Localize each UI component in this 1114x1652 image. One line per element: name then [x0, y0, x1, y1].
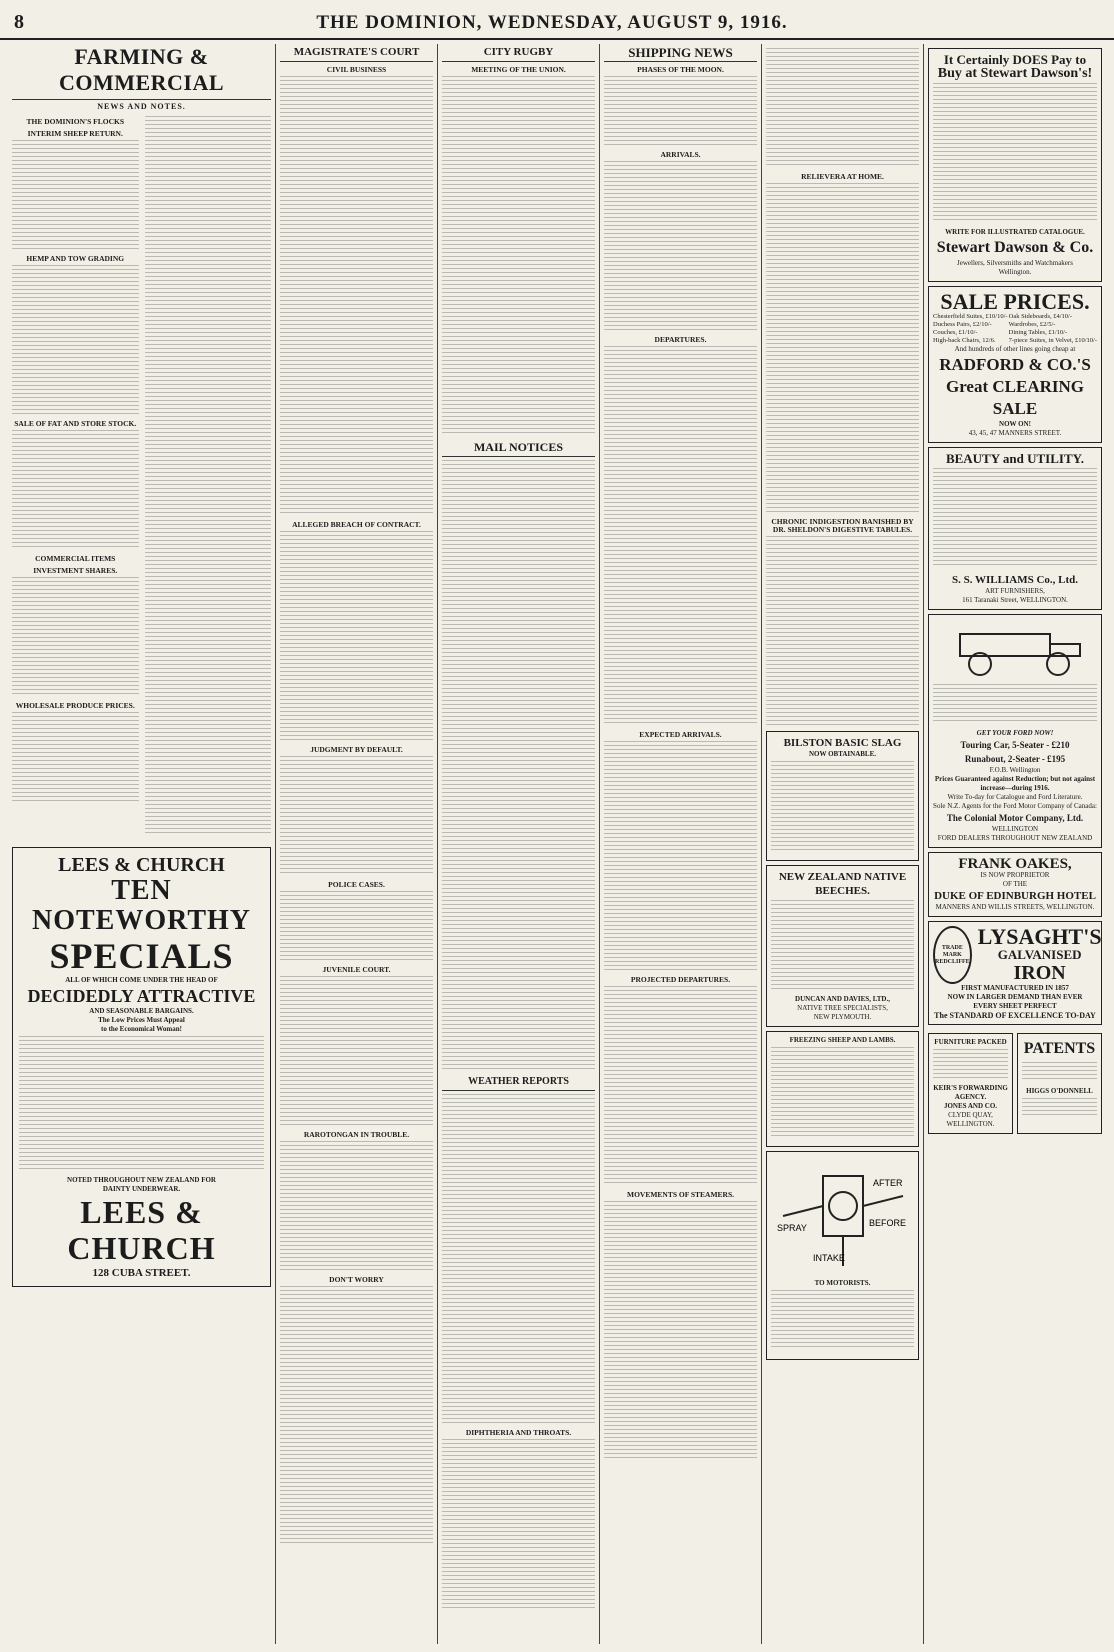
ad-hotel-address: MANNERS AND WILLIS STREETS, WELLINGTON.: [935, 903, 1095, 911]
ad-now-proprietor: IS NOW PROPRIETOR: [980, 871, 1050, 879]
article-text: [442, 76, 595, 436]
patents-ad: [1017, 1033, 1102, 1134]
sale-item: Couches, £1/10/-: [933, 329, 978, 336]
ad-standard-excellence: The STANDARD OF EXCELLENCE TO-DAY: [934, 1011, 1096, 1020]
ad-footer: DAINTY UNDERWEAR.: [102, 1185, 181, 1193]
ad-stewart-place: Wellington.: [998, 268, 1032, 276]
section-title-shipping: SHIPPING NEWS: [604, 46, 757, 62]
ad-radford-brand: RADFORD & CO.'S: [939, 355, 1091, 374]
ad-runabout: Runabout, 2-Seater - £195: [964, 754, 1066, 764]
ad-get-ford: GET YOUR FORD NOW!: [976, 729, 1054, 737]
column-magistrates-court: [276, 44, 438, 1644]
trade-mark-emblem: [933, 926, 972, 984]
ad-higgs-odonnell: HIGGS O'DONNELL: [1026, 1087, 1093, 1095]
newspaper-title: THE DOMINION, WEDNESDAY, AUGUST 9, 1916.: [316, 12, 788, 33]
ad-radford-address: 43, 45, 47 MANNERS STREET.: [968, 429, 1062, 437]
heading-commercial-items: COMMERCIAL ITEMS: [35, 554, 116, 563]
heading-investment-shares: INVESTMENT SHARES.: [33, 566, 118, 575]
heading-diphtheria: DIPHTHERIA AND THROATS.: [465, 1428, 572, 1437]
heading-weather-reports: WEATHER REPORTS: [442, 1075, 595, 1091]
ad-jones-co: JONES AND CO.: [943, 1102, 998, 1110]
section-title-city-rugby: CITY RUGBY: [442, 46, 595, 62]
heading-dont-worry: DON'T WORRY: [329, 1275, 384, 1284]
article-text: [604, 741, 757, 971]
ad-text: [933, 468, 1097, 568]
heading-wholesale-produce: WHOLESALE PRODUCE PRICES.: [15, 701, 135, 710]
ad-stewart-brand: Stewart Dawson & Co.: [936, 239, 1094, 256]
ad-firm-place: NEW PLYMOUTH.: [813, 1013, 872, 1021]
ad-title-beeches: NEW ZEALAND NATIVE BEECHES.: [778, 871, 907, 897]
ad-tagline-attractive: DECIDEDLY ATTRACTIVE: [27, 986, 256, 1006]
ad-list-text: [19, 1036, 264, 1171]
heading-civil-business: CIVIL BUSINESS: [326, 65, 387, 74]
ad-stewart-catalogue: WRITE FOR ILLUSTRATED CATALOGUE.: [945, 228, 1085, 236]
ad-jones-address: CLYDE QUAY, WELLINGTON.: [946, 1111, 995, 1128]
carburettor-illustration: [773, 1156, 913, 1276]
heading-expected-arrivals: EXPECTED ARRIVALS.: [639, 730, 722, 739]
newspaper-columns: [8, 44, 1106, 1644]
ad-ford-agents: Sole N.Z. Agents for the Ford Motor Company of Canada:: [933, 802, 1097, 810]
heading-moon-phases: PHASES OF THE MOON.: [637, 65, 724, 74]
ad-hotel-name: DUKE OF EDINBURGH HOTEL: [934, 890, 1096, 902]
heading-juvenile-court: JUVENILE COURT.: [322, 965, 391, 974]
ad-of-the: OF THE: [1002, 880, 1028, 888]
label-spray: SPRAY: [776, 1223, 807, 1233]
emblem-redcliffe: REDCLIFFE: [935, 958, 970, 965]
ad-price-note: Prices Guaranteed against Reduction; but not against increase—during 1916.: [934, 775, 1096, 792]
article-text: [280, 756, 433, 876]
article-text: [604, 986, 757, 1186]
ad-ford-place: WELLINGTON: [991, 825, 1039, 833]
ad-lysaght-brand: LYSAGHT'S: [977, 924, 1102, 949]
keir-forwarding-ad: [928, 1033, 1013, 1134]
ad-brand-bottom: LEES & CHURCH: [67, 1194, 216, 1266]
sale-item: Duchess Pairs, £2/10/-: [933, 321, 992, 328]
sale-item: Wardrobes, £2/5/-: [1008, 321, 1056, 328]
ad-stewart-sub: Jewellers, Silversmiths and Watchmakers: [957, 259, 1073, 267]
subtitle-news-notes: NEWS AND NOTES.: [97, 102, 186, 111]
ad-tagline: ALL OF WHICH COME UNDER THE HEAD OF: [65, 976, 218, 984]
article-text: [12, 430, 139, 550]
lees-church-ad: [12, 847, 271, 1287]
heading-breach-contract: ALLEGED BREACH OF CONTRACT.: [292, 520, 421, 529]
article-text: [766, 48, 919, 168]
ad-text: [771, 1290, 914, 1350]
ad-text: [933, 684, 1097, 724]
ad-subtitle-bilston: NOW OBTAINABLE.: [808, 750, 877, 758]
ad-title-motorists: TO MOTORISTS.: [814, 1279, 871, 1287]
article-text: [442, 1094, 595, 1424]
ad-now-on: NOW ON!: [999, 420, 1031, 428]
ad-larger-demand: NOW IN LARGER DEMAND THAN EVER: [947, 993, 1083, 1001]
label-before: BEFORE: [868, 1218, 906, 1228]
article-text: [604, 1201, 757, 1461]
heading-meeting-union: MEETING OF THE UNION.: [471, 65, 566, 74]
heading-mail-notices: MAIL NOTICES: [442, 441, 595, 457]
sale-item: Oak Sideboards, £4/10/-: [1008, 313, 1073, 320]
heading-hemp-tow: HEMP AND TOW GRADING: [26, 254, 125, 263]
frank-oakes-ad: [928, 852, 1102, 917]
heading-sale-fat-stock: SALE OF FAT AND STORE STOCK.: [14, 419, 137, 428]
article-text: [12, 712, 139, 802]
article-text: [766, 536, 919, 726]
heading-movements-steamers: MOVEMENTS OF STEAMERS.: [626, 1190, 735, 1199]
sale-item: Chesterfield Suites, £10/10/-: [933, 313, 1008, 320]
ad-beauty-utility: BEAUTY and UTILITY.: [945, 451, 1085, 466]
emblem-trade-mark: TRADE MARK: [941, 944, 963, 958]
column-misc: [762, 44, 924, 1644]
ad-text: [1022, 1098, 1097, 1118]
ad-sale-prices: SALE PRICES.: [940, 289, 1090, 314]
heading-dominions-flocks: THE DOMINION'S FLOCKS: [26, 117, 124, 126]
bilston-slag-ad: [766, 731, 919, 861]
ad-text: [771, 900, 914, 990]
heading-judgment-default: JUDGMENT BY DEFAULT.: [310, 745, 403, 754]
article-text: [280, 1286, 433, 1546]
ad-tagline: The Low Prices Must Appeal: [98, 1016, 185, 1024]
ad-title-bilston: BILSTON BASIC SLAG: [783, 737, 902, 749]
article-text: [442, 460, 595, 1070]
heading-departures: DEPARTURES.: [654, 335, 707, 344]
article-text: [280, 891, 433, 961]
ad-firm-duncan: DUNCAN AND DAVIES, LTD.,: [795, 995, 890, 1003]
column-ads: [924, 44, 1106, 1644]
ad-headline: TEN NOTEWORTHY: [31, 875, 252, 936]
section-title-magistrates-court: MAGISTRATE'S COURT: [280, 46, 433, 62]
label-after: AFTER: [872, 1178, 903, 1188]
heading-arrivals: ARRIVALS.: [660, 150, 701, 159]
ad-headline-specials: SPECIALS: [49, 936, 234, 976]
native-beeches-ad: [766, 865, 919, 1027]
sale-item: 7-piece Suites, in Velvet, £10/10/-: [1008, 337, 1097, 344]
radford-sale-ad: [928, 286, 1102, 443]
article-text: [280, 531, 433, 741]
section-title-farming: FARMING & COMMERCIAL: [58, 44, 225, 95]
ad-ford-catalogue: Write To-day for Catalogue and Ford Literature.: [947, 793, 1083, 801]
masthead: [0, 0, 1114, 40]
ad-text: [933, 83, 1097, 223]
ad-stewart-line2: Buy at Stewart Dawson's!: [937, 66, 1093, 81]
ad-brand-top: LEES & CHURCH: [58, 854, 225, 876]
ad-text: [1022, 1062, 1097, 1082]
williams-ad: [928, 447, 1102, 610]
article-text: [442, 1439, 595, 1609]
ford-car-illustration: [940, 619, 1090, 679]
ad-tagline: AND SEASONABLE BARGAINS.: [89, 1007, 194, 1015]
motorists-ad: [766, 1151, 919, 1360]
heading-reliever-home: RELIEVERA AT HOME.: [801, 172, 884, 181]
heading-rarotongan: RAROTONGAN IN TROUBLE.: [303, 1130, 410, 1139]
article-text: [604, 161, 757, 331]
ad-sale-more: And hundreds of other lines going cheap at: [954, 345, 1076, 353]
article-text: [604, 76, 757, 146]
ad-tagline: to the Economical Woman!: [101, 1025, 182, 1033]
ad-ford-dealers: FORD DEALERS THROUGHOUT NEW ZEALAND: [937, 834, 1093, 842]
ad-galvanised: GALVANISED: [997, 947, 1082, 962]
ad-title-freezing: FREEZING SHEEP AND LAMBS.: [789, 1036, 896, 1044]
ad-clearing-sale: Great CLEARING SALE: [945, 377, 1085, 418]
heading-chronic-indigestion: CHRONIC INDIGESTION BANISHED BY DR. SHELDON'S DIGESTIVE TABULES.: [771, 517, 914, 534]
ad-patents: PATENTS: [1023, 1040, 1096, 1057]
ad-first-manufactured: FIRST MANUFACTURED IN 1857: [961, 984, 1069, 992]
ad-colonial-motor: The Colonial Motor Company, Ltd.: [946, 813, 1084, 823]
article-text: [280, 76, 433, 516]
heading-police-cases: POLICE CASES.: [328, 880, 385, 889]
ad-williams-brand: S. S. WILLIAMS Co., Ltd.: [951, 574, 1079, 586]
ford-ad: [928, 614, 1102, 848]
heading-projected-departures: PROJECTED DEPARTURES.: [630, 975, 731, 984]
ad-fob: F.O.B. Wellington: [989, 766, 1041, 774]
ad-furniture-packed: FURNITURE PACKED: [934, 1038, 1007, 1046]
article-text: [12, 577, 139, 697]
ad-stewart-line1: It Certainly DOES Pay to: [943, 52, 1087, 67]
sale-item: High-back Chairs, 12/6.: [933, 337, 996, 344]
article-text: [145, 116, 272, 836]
sale-item: Dining Tables, £1/10/-: [1008, 329, 1068, 336]
article-text: [280, 976, 433, 1126]
article-text: [280, 1141, 433, 1271]
article-text: [12, 140, 139, 250]
ad-frank-oakes: FRANK OAKES,: [958, 856, 1072, 872]
page-number: 8: [14, 11, 24, 33]
ad-every-sheet: EVERY SHEET PERFECT: [973, 1002, 1057, 1010]
column-city-rugby: [438, 44, 600, 1644]
label-intake: INTAKE: [812, 1253, 845, 1263]
stewart-dawson-ad: [928, 48, 1102, 282]
lysaght-ad: [928, 921, 1102, 1025]
ad-address: 128 CUBA STREET.: [92, 1267, 191, 1279]
freezing-sheep-ad: [766, 1031, 919, 1147]
column-farming: [8, 44, 276, 1644]
ad-firm-sub: NATIVE TREE SPECIALISTS,: [797, 1004, 888, 1012]
article-text: [12, 265, 139, 415]
ad-footer: NOTED THROUGHOUT NEW ZEALAND FOR: [67, 1176, 216, 1184]
ad-touring-car: Touring Car, 5-Seater - £210: [960, 740, 1070, 750]
heading-interim-sheep-return: INTERIM SHEEP RETURN.: [27, 129, 123, 138]
ad-iron: IRON: [1013, 962, 1066, 984]
article-text: [766, 183, 919, 513]
ad-text: [771, 1047, 914, 1137]
ad-keir-agency: KEIR'S FORWARDING AGENCY.: [933, 1084, 1008, 1101]
ad-williams-address: 161 Taranaki Street, WELLINGTON.: [962, 596, 1068, 604]
ad-text: [771, 761, 914, 851]
ad-text: [933, 1049, 1008, 1079]
article-text: [604, 346, 757, 726]
ad-williams-sub: ART FURNISHERS,: [985, 587, 1045, 595]
column-shipping: [600, 44, 762, 1644]
